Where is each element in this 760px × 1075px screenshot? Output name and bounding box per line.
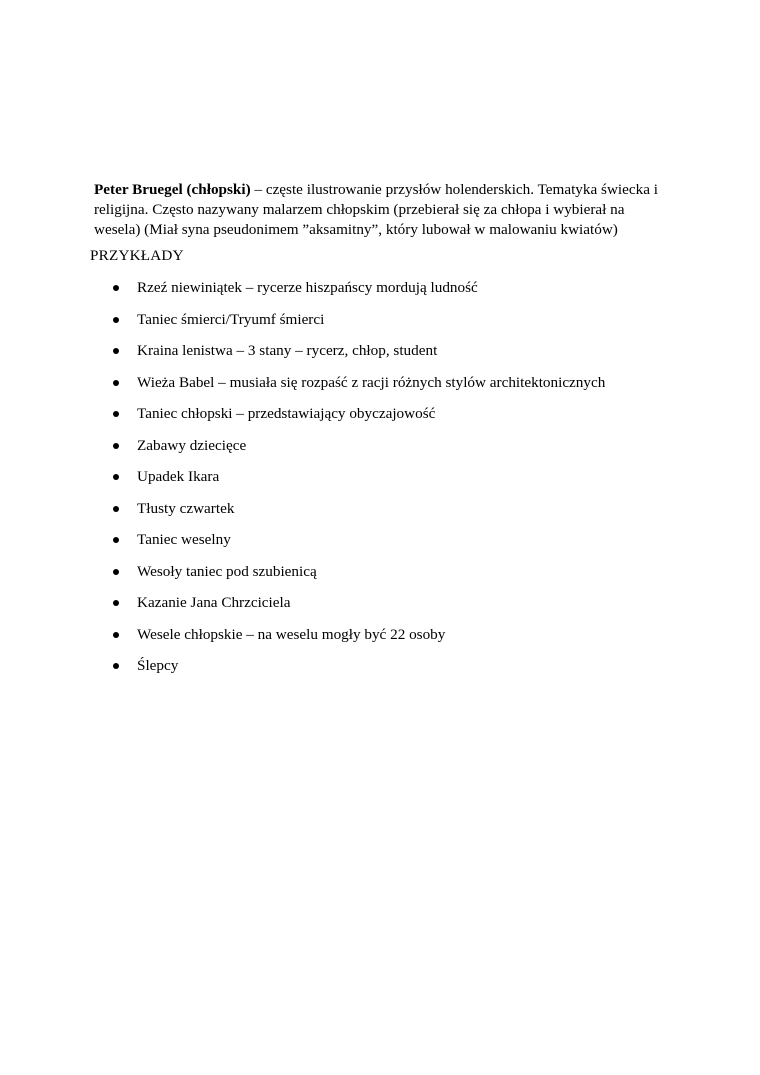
intro-bold-title: Peter Bruegel (chłopski) [94,181,251,198]
bullet-icon [113,600,119,606]
list-item-text: Upadek Ikara [137,468,220,485]
section-heading: PRZYKŁADY [90,247,184,264]
bullet-icon [113,537,119,543]
bullet-icon [113,380,119,386]
bullet-icon [113,663,119,669]
list-item-text: Rzeź niewiniątek – rycerze hiszpańscy mordują ludność [137,279,478,296]
bullet-icon [113,411,119,417]
list-item-text: Tłusty czwartek [137,499,235,517]
bullet-icon [113,348,119,354]
bullet-icon [113,569,119,575]
list-item-text: Kazanie Jana Chrzciciela [137,594,291,611]
intro-paragraph [94,180,674,240]
bullet-icon [113,285,119,291]
intro-line-2: religijna. Często nazywany malarzem chłopskim (przebierał się za chłopa i wybierał na [94,201,625,218]
list-item-text: Zabawy dziecięce [137,436,247,454]
list-item-text: Taniec chłopski – przedstawiający obyczajowość [137,405,436,422]
bullet-icon [113,317,119,323]
list-item-text: Taniec weselny [137,531,231,548]
bullet-icon [113,632,119,638]
intro-line-3: wesela) (Miał syna pseudonimem ”aksamitny”, który lubował w malowaniu kwiatów) [94,221,618,238]
list-item-text: Ślepcy [137,657,179,674]
intro-line-1-rest: – częste ilustrowanie przysłów holenderskich. Tematyka świecka i [250,181,658,198]
bullet-icon [113,506,119,512]
list-item-text: Wieża Babel – musiała się rozpaść z racji różnych stylów architektonicznych [137,373,606,391]
bullet-icon [113,443,119,449]
list-item-text: Wesoły taniec pod szubienicą [137,562,317,580]
list-item-text: Wesele chłopskie – na weselu mogły być 22 osoby [137,625,446,643]
list-item-text: Kraina lenistwa – 3 stany – rycerz, chłop, student [137,342,438,359]
list-item-text: Taniec śmierci/Tryumf śmierci [137,310,325,328]
bullet-icon [113,474,119,480]
